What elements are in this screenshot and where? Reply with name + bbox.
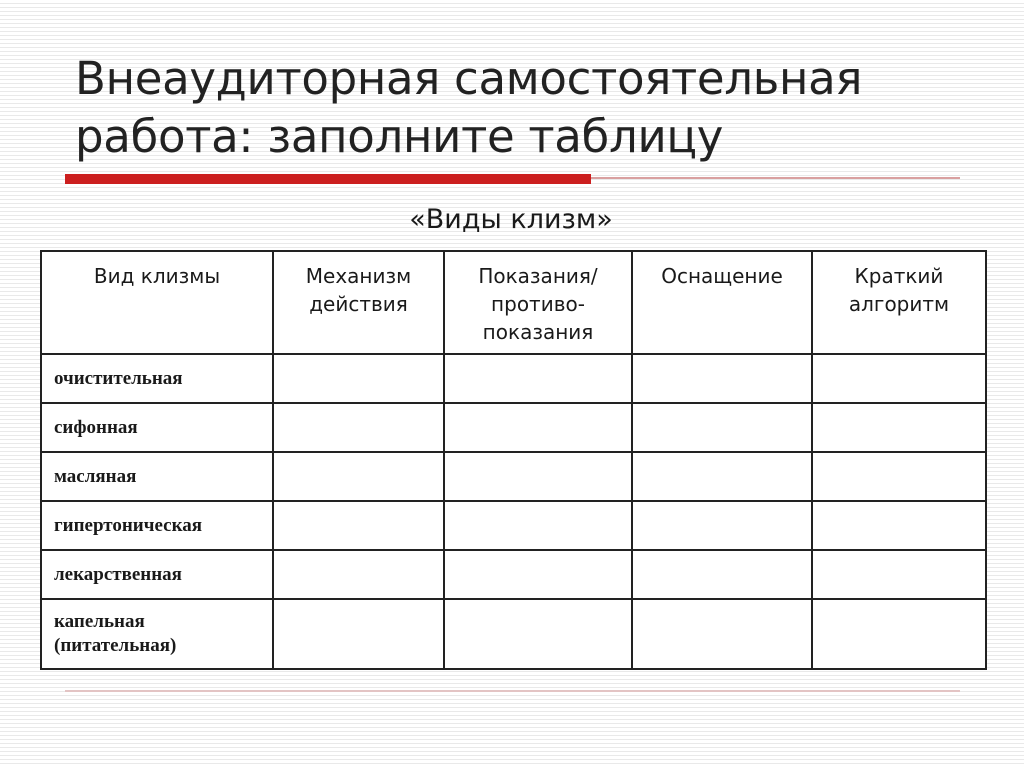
empty-cell[interactable] [273, 354, 444, 403]
table-caption-text: «Виды клизм» [409, 204, 613, 235]
row-label-drip [41, 599, 273, 669]
table-row [41, 599, 986, 669]
empty-cell[interactable] [444, 452, 632, 501]
row-label-hypertonic [41, 501, 273, 550]
empty-cell[interactable] [812, 599, 986, 669]
empty-cell[interactable] [444, 403, 632, 452]
table-row [41, 452, 986, 501]
footer-divider [65, 690, 960, 692]
slide-title: Внеаудиторная самостоятельная работа: заполните таблицу [75, 52, 863, 163]
row-label-text: очистительная [54, 367, 183, 389]
row-label-oil [41, 452, 273, 501]
empty-cell[interactable] [273, 550, 444, 599]
table-row [41, 550, 986, 599]
empty-cell[interactable] [632, 501, 812, 550]
enema-types-table [40, 250, 987, 670]
empty-cell[interactable] [273, 452, 444, 501]
empty-cell[interactable] [632, 452, 812, 501]
empty-cell[interactable] [632, 403, 812, 452]
empty-cell[interactable] [812, 550, 986, 599]
title-underline-thin-line [591, 177, 960, 179]
header-equipment [632, 251, 812, 354]
empty-cell[interactable] [444, 550, 632, 599]
table-row [41, 354, 986, 403]
empty-cell[interactable] [273, 403, 444, 452]
header-mechanism-text: Механизм действия [305, 264, 412, 316]
header-enema-type-text: Вид клизмы [93, 264, 221, 288]
header-enema-type [41, 251, 273, 354]
row-label-siphon [41, 403, 273, 452]
row-label-text: сифонная [54, 416, 138, 438]
empty-cell[interactable] [632, 354, 812, 403]
empty-cell[interactable] [273, 501, 444, 550]
empty-cell[interactable] [444, 599, 632, 669]
empty-cell[interactable] [812, 403, 986, 452]
empty-cell[interactable] [273, 599, 444, 669]
row-label-medicinal [41, 550, 273, 599]
header-indications-text: Показания/ противо- показания [478, 264, 598, 344]
title-underline-red-bar [65, 174, 591, 184]
table-caption [0, 200, 1024, 240]
row-label-text: капельная (питательная) [54, 611, 177, 656]
header-equipment-text: Оснащение [661, 264, 783, 288]
table-header-row [41, 251, 986, 354]
empty-cell[interactable] [812, 501, 986, 550]
header-algorithm [812, 251, 986, 354]
empty-cell[interactable] [812, 452, 986, 501]
table-row [41, 403, 986, 452]
empty-cell[interactable] [632, 599, 812, 669]
empty-cell[interactable] [812, 354, 986, 403]
empty-cell[interactable] [632, 550, 812, 599]
header-mechanism [273, 251, 444, 354]
row-label-text: лекарственная [54, 563, 182, 585]
empty-cell[interactable] [444, 501, 632, 550]
table-row [41, 501, 986, 550]
row-label-text: гипертоническая [54, 514, 203, 536]
row-label-cleansing [41, 354, 273, 403]
title-underline [65, 174, 960, 184]
empty-cell[interactable] [444, 354, 632, 403]
header-algorithm-text: Краткий алгоритм [848, 264, 950, 316]
header-indications [444, 251, 632, 354]
row-label-text: масляная [54, 465, 137, 487]
